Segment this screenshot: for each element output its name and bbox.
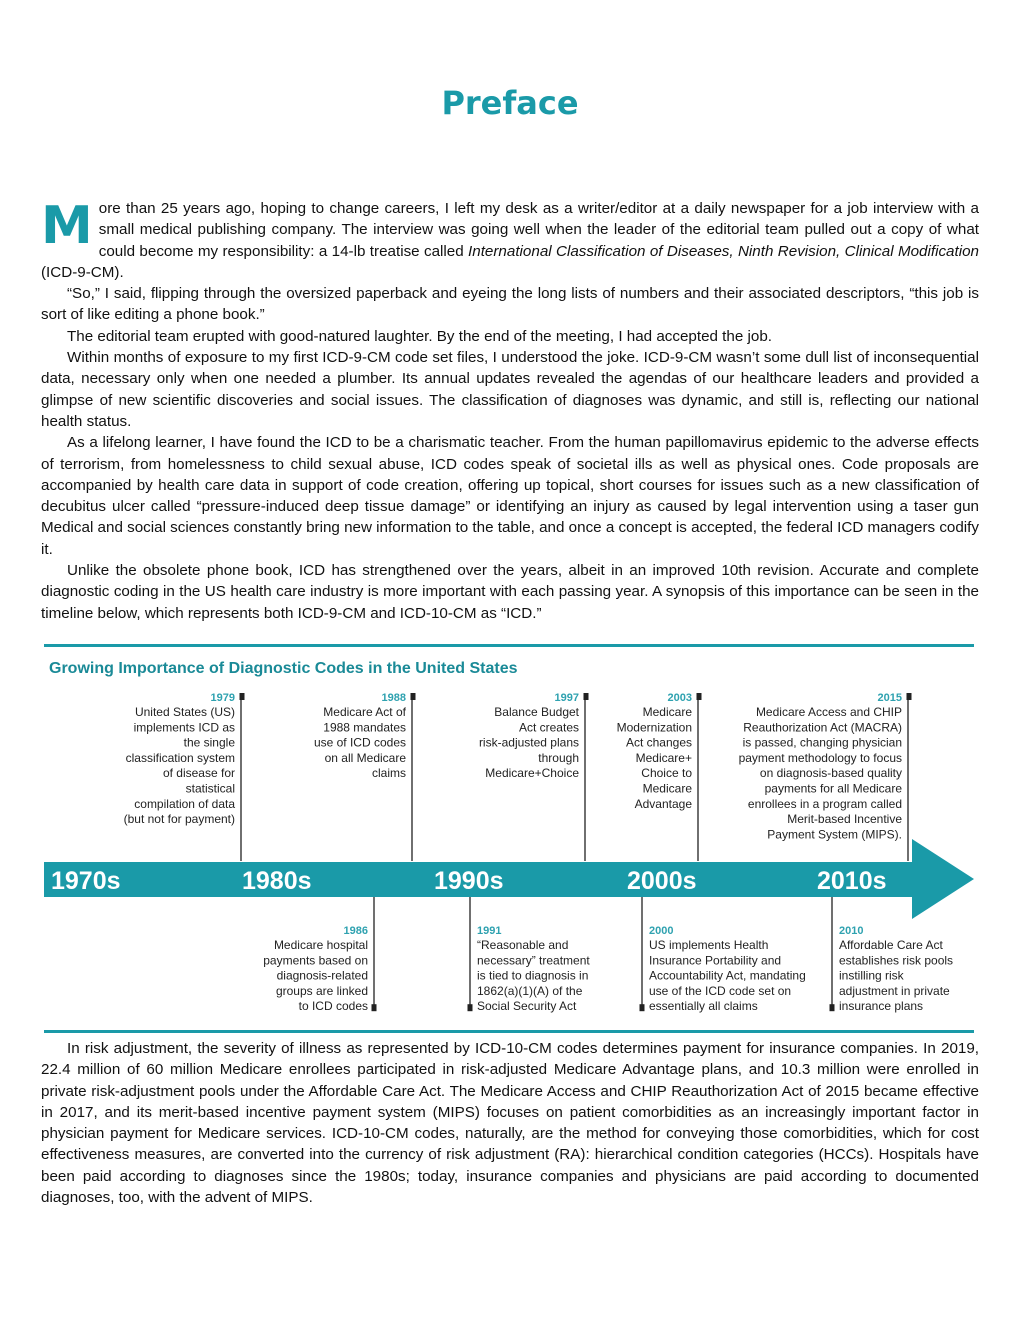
event-line: US implements Health [649,938,769,952]
event-line: on diagnosis-based quality [759,766,902,781]
event-year: 1997 [554,692,579,704]
intro-paragraph-1-text: ore than 25 years ago, hoping to change careers, I left my desk as a writer/editor at a daily newspaper for a job interview with a small medical publishing company. The interview was going well when the leader of the editorial team pulled out a copy of what could become my responsibility: a 14-lb treatise called [98,200,979,260]
event-line: Act creates [518,720,579,735]
marker-square [240,693,245,700]
event-line: Act changes [625,735,692,750]
timeline-event-1988 [314,692,416,861]
marker-square [697,693,702,700]
outro-paragraph: In risk adjustment, the severity of illness as represented by ICD-10-CM codes determines payment for insurance companies. In 2019, 22.4 million of 60 million Medicare enrollees participated in risk-adjusted Medicare Advantage plans, and 10.3 million were enrolled in private risk-adjustment pools under the Affordable Care Act. The Medicare Access and CHIP Reauthorization Act of 2015 became effective in 2017, and its merit-based incentive payment system (MIPS) focuses on patient comorbidities as an increasingly important factor in physician payment for Medicare services. ICD-10-CM codes, naturally, are the method for conveying those comorbidities, which for cost effectiveness measures, are converted into the currency of risk adjustment (RA): hierarchical condition categories (HCCs). Hospitals have been paid according to diagnoses since the 1980s; today, insurance companies and physicians are paid according to documented diagnoses, too, with the advent of MIPS. [41,1040,979,1207]
event-line: Medicare Access and CHIP [755,705,902,719]
event-line: the single [183,735,235,750]
page-title: Preface [441,84,579,122]
event-line: Affordable Care Act [839,938,943,952]
timeline-top-rule [44,644,974,647]
event-line: of disease for [162,766,235,781]
event-line: claims [371,766,406,781]
drop-cap: M [41,196,93,256]
event-line: payments for all Medicare [764,781,902,796]
event-line: essentially all claims [649,999,758,1014]
timeline-title: Growing Importance of Diagnostic Codes in the United States [49,660,518,677]
event-line: Reauthorization Act (MACRA) [743,720,902,735]
event-line: Merit-based Incentive [787,812,902,827]
decade-label-2000s: 2000s [627,867,697,895]
event-line: Social Security Act [477,999,577,1014]
event-line: insurance plans [839,999,924,1014]
event-line: diagnosis-related [276,968,368,983]
timeline-bottom-rule [44,1030,974,1033]
event-line: Advantage [634,796,692,811]
event-year: 2015 [877,692,902,704]
event-year: 1991 [477,925,502,937]
timeline-event-2000 [640,897,806,1013]
event-line: use of the ICD code set on [649,983,792,998]
decade-label-1990s: 1990s [434,867,504,895]
event-line: Insurance Portability and [649,953,782,968]
event-line: Modernization [616,720,692,735]
marker-square [640,1004,645,1011]
event-line: use of ICD codes [313,735,406,750]
intro-text [41,198,979,624]
event-line: compilation of data [134,796,235,811]
timeline-event-1997 [479,692,589,861]
marker-square [468,1004,473,1011]
events-below [263,897,953,1013]
timeline-event-2010 [830,897,954,1013]
event-line: instilling risk [839,968,904,983]
timeline-event-1991 [468,897,591,1013]
intro-paragraph-1-end: (ICD-9-CM). [41,263,124,281]
event-line: Medicare hospital [273,938,368,952]
timeline-event-1979 [124,692,245,861]
event-line: “Reasonable and [477,938,569,952]
event-year: 2010 [839,925,864,937]
event-line: Medicare+ [635,750,692,765]
event-line: Medicare Act of [323,705,406,719]
event-line: payments based on [263,953,368,968]
event-line: adjustment in private [839,983,950,998]
event-year: 2000 [649,925,674,937]
event-line: implements ICD as [133,720,235,735]
event-line: Medicare [642,781,692,796]
event-line: to ICD codes [298,999,368,1014]
timeline-event-2003 [617,692,702,861]
event-line: United States (US) [134,705,235,719]
event-line: (but not for payment) [123,812,235,827]
event-line: necessary” treatment [477,953,590,968]
event-line: is passed, changing physician [742,735,902,750]
intro-paragraph-4: Within months of exposure to my first ICD-9-CM code set files, I understood the joke. ICD-9-CM wasn’t some dull list of inconsequential data, necessary only when one needed a plumber. Its annual updates revealed the agendas of our healthcare leaders and provided a glimpse of new scientific discoveries and social issues. The classification of diagnoses was dynamic, and still is, reflecting our national health status. [41,349,979,430]
timeline-event-1986 [263,897,376,1013]
marker-square [372,1004,377,1011]
intro-paragraph-5: As a lifelong learner, I have found the ICD to be a charismatic teacher. From the human papillomavirus epidemic to the adverse effects of terrorism, from homelessness to child sexual abuse, ICD codes speak of societal ills as well as physical ones. Code proposals are accompanied by health care data in support of code creation, offering up topical, short courses for issues such as a new classification of decubitus ulcer called “pressure-induced deep tissue damage” or identifying an injury as caused by legal intervention using a taser gun Medical and social sciences constantly bring new information to the table, and once a concept is accepted, the federal ICD managers codify it. [41,434,979,558]
event-line: establishes risk pools [839,953,954,968]
event-line: Choice to [641,766,692,781]
event-line: Payment System (MIPS). [767,827,902,842]
intro-paragraph-2: “So,” I said, flipping through the oversized paperback and eyeing the long lists of numbers and their associated descriptors, “this job is sort of like editing a phone book.” [41,285,979,324]
decade-label-1980s: 1980s [242,867,312,895]
book-title-italic: International Classification of Diseases, Ninth Revision, Clinical Modification [468,242,979,260]
marker-square [830,1004,835,1011]
event-line: Medicare [642,705,692,719]
event-line: is tied to diagnosis in [477,968,589,983]
marker-square [411,693,416,700]
event-line: 1988 mandates [323,720,406,735]
decade-label-1970s: 1970s [51,867,121,895]
event-line: Balance Budget [494,705,579,719]
event-line: enrollees in a program called [747,796,902,811]
intro-paragraph-1 [41,198,979,283]
decade-label-2010s: 2010s [817,867,887,895]
event-line: payment methodology to focus [738,750,902,765]
event-year: 2003 [667,692,692,704]
event-line: groups are linked [275,983,368,998]
event-year: 1979 [210,692,235,704]
event-year: 1986 [343,925,368,937]
event-year: 1988 [381,692,406,704]
marker-square [907,693,912,700]
event-line: statistical [185,781,235,796]
event-line: classification system [125,750,235,765]
event-line: Accountability Act, mandating [649,968,806,983]
event-line: Medicare+Choice [485,766,579,781]
event-line: 1862(a)(1)(A) of the [477,983,583,998]
outro-text [41,1038,979,1208]
event-line: through [538,750,579,765]
timeline-event-2015 [739,692,912,861]
marker-square [584,693,589,700]
timeline-figure [44,641,977,1037]
intro-paragraph-6: Unlike the obsolete phone book, ICD has strengthened over the years, albeit in an improved 10th revision. Accurate and complete diagnostic coding in the US health care industry is more important with each passing year. A synopsis of this importance can be seen in the timeline below, which represents both ICD-9-CM and ICD-10-CM as “ICD.” [41,562,979,622]
intro-paragraph-3: The editorial team erupted with good-natured laughter. By the end of the meeting, I had accepted the job. [67,327,772,345]
event-line: risk-adjusted plans [478,735,579,750]
event-line: on all Medicare [324,750,406,765]
events-above [124,692,912,861]
